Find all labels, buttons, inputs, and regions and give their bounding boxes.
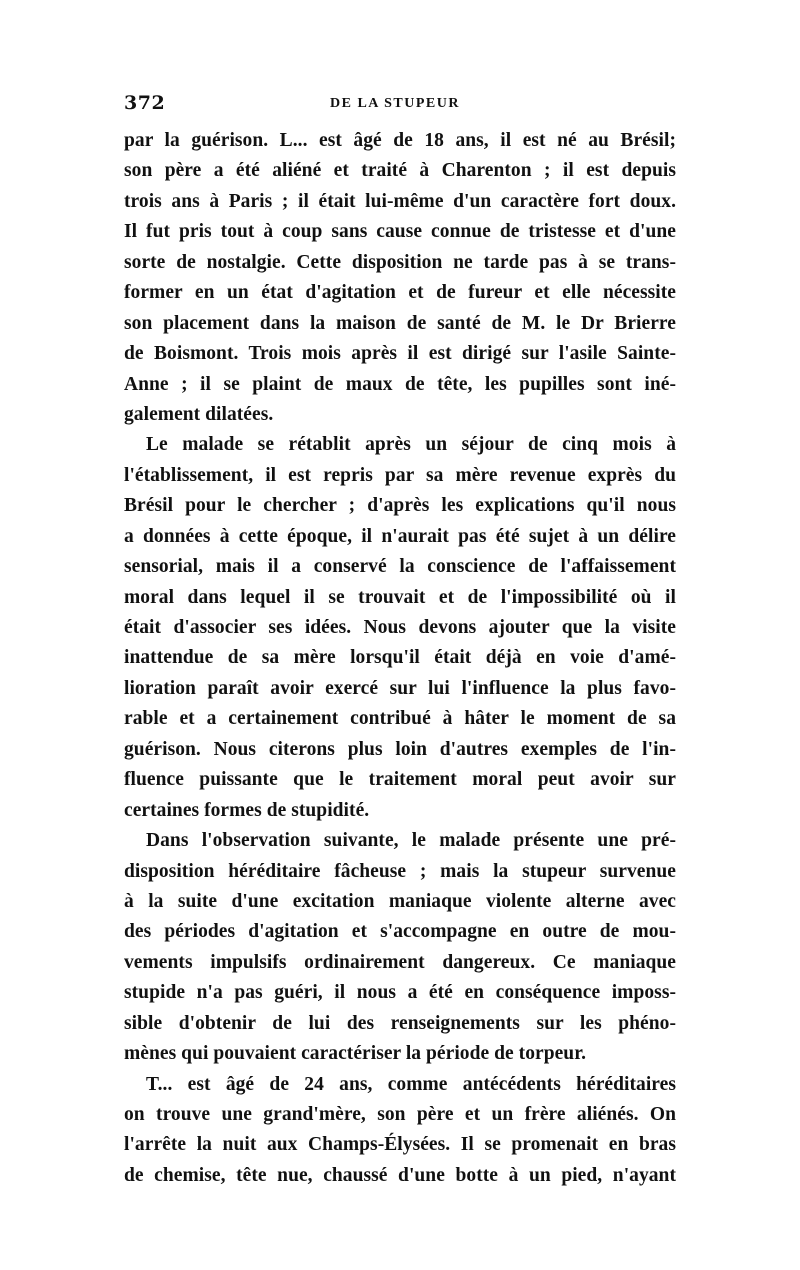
text-line: Il fut pris tout à coup sans cause connue de tristesse et d'une [124,221,676,243]
body-text [124,126,676,1191]
text-line: Dans l'observation suivante, le malade présente une pré- [146,830,676,852]
text-line: sorte de nostalgie. Cette disposition ne tarde pas à se trans- [124,251,676,273]
text-line: on trouve une grand'mère, son père et un frère aliénés. On [124,1104,676,1125]
running-title: DE LA STUPEUR [330,96,460,111]
text-line: disposition héréditaire fâcheuse ; mais la stupeur survenue [124,860,676,882]
text-line: guérison. Nous citerons plus loin d'autres exemples de l'in- [124,738,676,760]
text-line: certaines formes de stupidité. [124,799,370,821]
text-line: Le malade se rétablit après un séjour de cinq mois à [146,434,676,456]
text-line: stupide n'a pas guéri, il nous a été en conséquence imposs- [124,982,676,1004]
text-line: trois ans à Paris ; il était lui-même d'un caractère fort doux. [124,190,676,212]
text-line: former en un état d'agitation et de fureur et elle nécessite [124,282,676,304]
text-line: Brésil pour le chercher ; d'après les explications qu'il nous [124,495,676,517]
text-line: moral dans lequel il se trouvait et de l'impossibilité où il [124,586,676,608]
running-head [124,92,676,122]
text-line: son placement dans la maison de santé de M. le Dr Brierre [124,312,676,334]
text-line: T... est âgé de 24 ans, comme antécédents héréditaires [146,1073,676,1095]
text-line: sensorial, mais il a conservé la conscience de l'affaissement [124,556,676,578]
text-line: des périodes d'agitation et s'accompagne en outre de mou- [124,921,676,943]
text-line: de chemise, tête nue, chaussé d'une botte à un pied, n'ayant [124,1164,676,1186]
text-line: de Boismont. Trois mois après il est dirigé sur l'asile Sainte- [124,343,676,365]
text-line: son père a été aliéné et traité à Charenton ; il est depuis [124,160,676,182]
text-line: sible d'obtenir de lui des renseignements sur les phéno- [124,1012,676,1034]
text-line: vements impulsifs ordinairement dangereux. Ce maniaque [124,951,676,973]
text-line: galement dilatées. [124,403,274,425]
text-line: était d'associer ses idées. Nous devons ajouter que la visite [124,617,676,638]
text-line: a données à cette époque, il n'aurait pas été sujet à un délire [124,525,676,547]
text-line: à la suite d'une excitation maniaque violente alterne avec [124,890,676,912]
text-line: mènes qui pouvaient caractériser la période de torpeur. [124,1043,587,1065]
text-line: inattendue de sa mère lorsqu'il était déjà en voie d'amé- [124,647,676,669]
text-line: l'arrête la nuit aux Champs-Élysées. Il se promenait en bras [124,1134,676,1156]
text-line: lioration paraît avoir exercé sur lui l'influence la plus favo- [124,677,676,699]
text-line: par la guérison. L... est âgé de 18 ans, il est né au Brésil; [124,130,676,151]
text-line: rable et a certainement contribué à hâter le moment de sa [124,708,676,730]
text-line: Anne ; il se plaint de maux de tête, les pupilles sont iné- [124,373,676,395]
text-line: fluence puissante que le traitement moral peut avoir sur [124,769,676,791]
page-number: 372 [124,92,166,114]
text-line: l'établissement, il est repris par sa mère revenue exprès du [124,464,676,486]
